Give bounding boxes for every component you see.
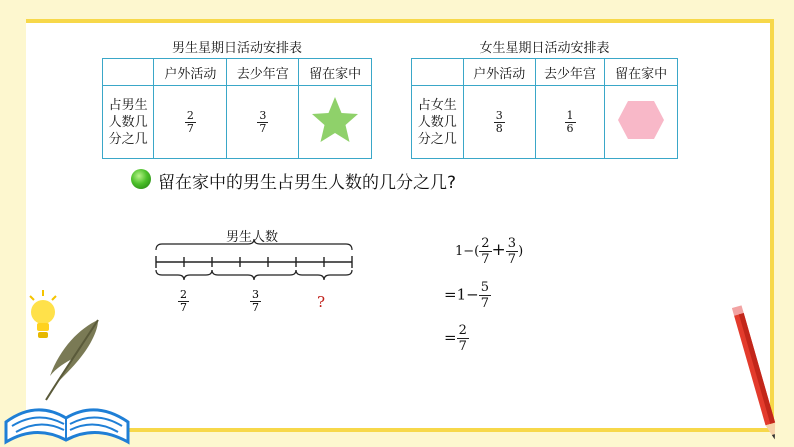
solution-line-2	[444, 280, 491, 311]
girls-table-title: 女生星期日活动安排表	[479, 41, 610, 56]
solution-line-1	[455, 236, 523, 267]
numerator: 5	[480, 280, 489, 295]
fraction	[565, 110, 576, 135]
solution-line-2-prefix: =1−	[444, 285, 479, 304]
denominator: 7	[259, 121, 267, 135]
girls-row-label	[412, 86, 464, 159]
denominator: 7	[180, 301, 187, 314]
numerator: 2	[481, 236, 490, 251]
fraction	[185, 110, 196, 135]
diagram-top-label: 男生人数	[226, 230, 279, 245]
bottom-border	[26, 428, 774, 432]
boys-table	[102, 58, 372, 159]
segment-diagram	[150, 238, 360, 286]
fraction	[457, 323, 469, 354]
open-book-icon	[2, 392, 132, 447]
girls-table	[411, 58, 678, 159]
brace-part-1	[156, 270, 212, 280]
girls-row-label-line2: 人数几	[417, 114, 457, 130]
numerator: 2	[186, 108, 194, 122]
brace-part-3	[296, 270, 352, 280]
girls-header-outdoor: 户外活动	[463, 59, 535, 86]
solution-line-3	[444, 323, 469, 354]
boys-row-label	[103, 86, 154, 159]
boys-table-title: 男生星期日活动安排表	[171, 41, 302, 56]
denominator: 7	[186, 121, 194, 135]
denominator: 7	[480, 296, 489, 311]
denominator: 7	[507, 252, 517, 267]
numerator: 3	[259, 108, 267, 122]
girls-table-corner	[412, 59, 464, 86]
numerator: 2	[180, 288, 187, 301]
numerator: 1	[566, 108, 574, 122]
plus-sign: +	[491, 240, 506, 260]
fraction	[494, 110, 505, 135]
solution-line-1-suffix: )	[518, 244, 524, 259]
boys-header-home: 留在家中	[299, 59, 372, 86]
girls-value-youth-palace	[535, 86, 604, 159]
girls-header-home: 留在家中	[605, 59, 678, 86]
fraction	[479, 280, 491, 311]
fraction	[257, 110, 268, 135]
pencil-icon	[732, 302, 780, 446]
denominator: 6	[566, 121, 574, 135]
denominator: 7	[481, 252, 490, 267]
numerator: 3	[507, 236, 517, 251]
star-icon	[309, 95, 361, 145]
green-bullet-icon	[131, 169, 151, 189]
solution-line-1-prefix: 1−(	[455, 244, 480, 259]
diagram-fraction-1	[178, 289, 189, 314]
girls-value-outdoor	[463, 86, 535, 159]
solution-line-3-prefix: =	[444, 328, 457, 347]
unknown-part-label: ?	[317, 293, 326, 311]
denominator: 8	[495, 121, 503, 135]
hexagon-icon	[616, 98, 666, 142]
fraction	[506, 236, 518, 267]
question-text: 留在家中的男生占男生人数的几分之几?	[158, 173, 457, 193]
girls-header-youth-palace: 去少年宫	[535, 59, 604, 86]
boys-value-youth-palace	[227, 86, 299, 159]
boys-row-label-line2: 人数几	[108, 114, 148, 130]
boys-header-outdoor: 户外活动	[154, 59, 227, 86]
boys-table-corner	[103, 59, 154, 86]
boys-row-label-line3: 分之几	[108, 131, 148, 147]
top-border	[26, 19, 774, 23]
boys-value-home	[299, 86, 372, 159]
numerator: 2	[458, 323, 467, 338]
girls-value-home	[605, 86, 678, 159]
top-brace	[156, 239, 352, 250]
denominator: 7	[252, 301, 259, 314]
denominator: 7	[458, 339, 467, 354]
boys-value-outdoor	[154, 86, 227, 159]
fraction	[479, 236, 491, 267]
brace-part-2	[212, 270, 296, 280]
boys-row-label-line1: 占男生	[108, 97, 148, 113]
girls-row-label-line1: 占女生	[417, 97, 457, 113]
numerator: 3	[252, 288, 259, 301]
boys-header-youth-palace: 去少年宫	[227, 59, 299, 86]
diagram-fraction-2	[250, 289, 261, 314]
numerator: 3	[495, 108, 503, 122]
girls-row-label-line3: 分之几	[417, 131, 457, 147]
